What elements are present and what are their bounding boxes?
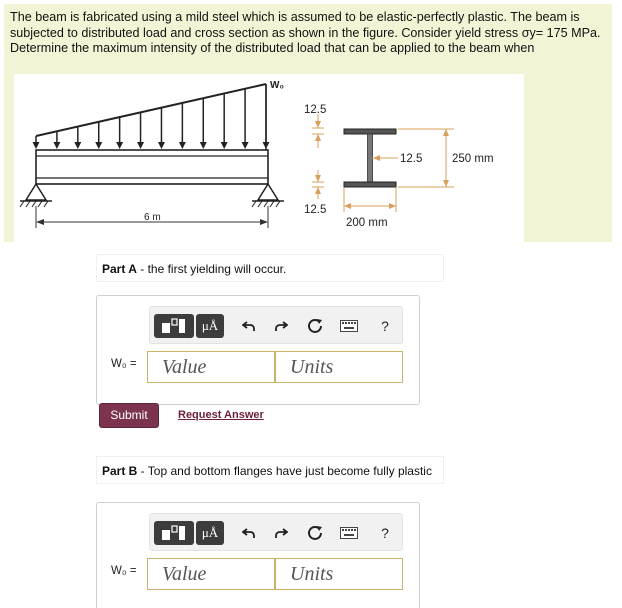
part-a-description: - the first yielding will occur. [136, 262, 287, 276]
part-b-description: - Top and bottom flanges have just become fully plastic [137, 464, 432, 478]
part-a-value-input[interactable] [147, 351, 275, 383]
templates-button[interactable] [154, 521, 194, 545]
submit-button[interactable]: Submit [99, 403, 159, 428]
load-arrow-head [95, 142, 102, 149]
undo-icon[interactable] [238, 315, 260, 337]
part-b-variable-label: W₀ = [111, 565, 137, 577]
templates-button[interactable] [154, 314, 194, 338]
keyboard-icon[interactable] [338, 522, 360, 544]
load-arrow-head [137, 142, 144, 149]
bottom-flange-thickness-dimension [312, 170, 324, 199]
part-b-value-input[interactable] [147, 558, 275, 590]
problem-text: The beam is fabricated using a mild steel which is assumed to be elastic-perfectly plastic. The beam is subjected to distributed load and cross section as shown in the figure. Consider yield stress σy= 175 MPa. Determine the maximum intensity of the distributed load that can be applied to the beam when [10, 10, 601, 55]
part-b-answer-box [96, 502, 420, 608]
reset-icon[interactable] [304, 315, 326, 337]
undo-icon[interactable] [238, 522, 260, 544]
templates-icon [161, 318, 187, 334]
part-a-header [96, 254, 444, 282]
load-arrow-head [263, 142, 270, 149]
part-b-units-input[interactable] [275, 558, 403, 590]
width-dimension [344, 188, 396, 212]
reset-icon[interactable] [304, 522, 326, 544]
width-label: 200 mm [346, 217, 388, 229]
templates-icon [161, 525, 187, 541]
part-b-label: Part B [102, 464, 138, 478]
part-a-units-input[interactable] [275, 351, 403, 383]
web-thickness-dimension [372, 155, 398, 161]
part-a-answer-box [96, 295, 420, 405]
part-b-header [96, 456, 444, 484]
load-arrows [33, 84, 270, 149]
bottom-flange-thickness: 12.5 [304, 204, 327, 216]
span-label: 6 m [144, 212, 161, 223]
top-flange-thickness: 12.5 [304, 104, 327, 116]
redo-icon[interactable] [270, 315, 292, 337]
part-b-math-toolbar [149, 513, 403, 551]
help-button[interactable]: ? [381, 525, 389, 541]
load-label: W₀ [270, 80, 284, 91]
web-thickness: 12.5 [400, 153, 423, 165]
load-arrow-head [242, 142, 249, 149]
part-a-math-toolbar [149, 306, 403, 344]
load-arrow-head [33, 142, 40, 149]
load-arrow-head [74, 142, 81, 149]
depth-label: 250 mm [452, 153, 494, 165]
part-a-label: Part A [102, 262, 137, 276]
load-arrow-head [179, 142, 186, 149]
problem-statement [4, 4, 612, 242]
load-arrow-head [221, 142, 228, 149]
beam-diagram [14, 74, 524, 242]
keyboard-icon[interactable] [338, 315, 360, 337]
units-button[interactable]: μÅ [196, 521, 224, 545]
load-arrow-head [53, 142, 60, 149]
load-arrow-head [200, 142, 207, 149]
load-line [36, 84, 266, 136]
top-flange-thickness-dimension [312, 114, 324, 148]
load-arrow-head [116, 142, 123, 149]
help-button[interactable]: ? [381, 318, 389, 334]
redo-icon[interactable] [270, 522, 292, 544]
request-answer-link[interactable]: Request Answer [178, 409, 264, 421]
beam-figure [14, 74, 524, 242]
left-pin-support [20, 184, 52, 207]
units-button[interactable]: μÅ [196, 314, 224, 338]
part-a-variable-label: W₀ = [111, 358, 137, 370]
right-pin-support [252, 184, 284, 207]
beam [36, 150, 268, 184]
load-arrow-head [158, 142, 165, 149]
